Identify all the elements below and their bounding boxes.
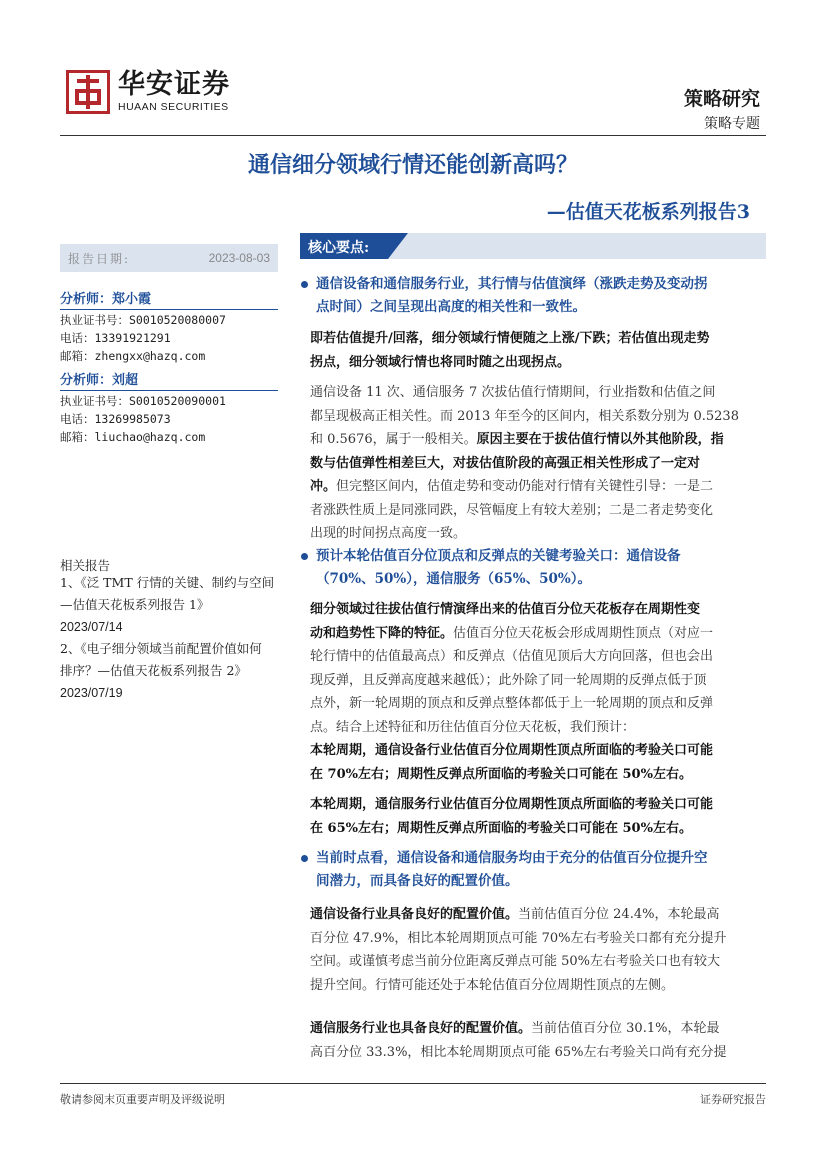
logo-english-name: HUAAN SECURITIES (118, 101, 229, 113)
analyst-email[interactable]: 邮箱：liuchao@hazq.com (60, 430, 206, 444)
analyst-phone: 电话：13391921291 (60, 331, 171, 345)
bullet-icon (301, 553, 308, 560)
core-points-banner (300, 233, 766, 259)
related-report-item[interactable]: 1、《泛 TMT 行情的关键、制约与空间 —估值天花板系列报告 1》 2023/07/14 (60, 575, 275, 634)
key-point-bullet: 通信设备和通信服务行业，其行情与估值演绎（涨跌走势及变动拐 点时间）之间呈现出高度的相关性和一致性。 (300, 273, 766, 319)
related-report-item[interactable]: 2、《电子细分领域当前配置价值如何 排序？—估值天花板系列报告 2》 2023/07/19 (60, 641, 262, 700)
paragraph: 本轮周期，通信服务行业估值百分位周期性顶点所面临的考验关口可能 在 65%左右；周期性反弹点所面临的考验关口可能在 50%左右。 (310, 797, 714, 836)
paragraph: 细分领域过往拔估值行情演绎出来的估值百分位天花板存在周期性变 动和趋势性下降的特征。估值百分位天花板会形成周期性顶点（对应一 轮行情中的估值最高点）和反弹点（估值见顶后大方向回落，但也会出 现反弹，且反弹高度越来越低）；此外除了同一轮周期的反弹点低于顶 点外，新一轮周期的顶点和反弹点整体都低于上一轮周期的顶点和反弹 点。结合上述特征和历往估值百分位天花板，我们预计： (310, 602, 714, 735)
paragraph: 本轮周期，通信设备行业估值百分位周期性顶点所面临的考验关口可能 在 70%左右；周期性反弹点所面临的考验关口可能在 50%左右。 (310, 743, 714, 782)
page-subtitle: —估值天花板系列报告3 (546, 201, 750, 223)
paragraph: 通信设备行业具备良好的配置价值。当前估值百分位 24.4%，本轮最高 百分位 47.9%，相比本轮周期顶点可能 70%左右考验关口都有充分提升 空间。或谨慎考虑当前分位距离反弹点可能 50%左右考验关口也有较大 提升空间。行情可能还处于本轮估值百分位周期性顶点的左侧。 (310, 907, 727, 993)
report-date-box (60, 244, 278, 272)
footer-disclaimer[interactable]: 敬请参阅末页重要声明及评级说明 (60, 1093, 225, 1106)
analyst-email[interactable]: 邮箱：zhengxx@hazq.com (60, 349, 206, 363)
analyst-heading: 分析师：郑小霞 (60, 288, 278, 310)
seal-icon (66, 70, 110, 114)
related-reports-heading: 相关报告 (60, 558, 111, 573)
footer-divider (60, 1083, 766, 1084)
page-title: 通信细分领域行情还能创新高吗？ (247, 152, 578, 178)
analyst-cert: 执业证书号：S0010520080007 (60, 313, 226, 327)
paragraph: 即若估值提升/回落，细分领域行情便随之上涨/下跌；若估值出现走势 拐点，细分领域行情也将同时随之出现拐点。 (310, 331, 710, 370)
report-type: 策略研究 (683, 88, 760, 110)
report-date-label: 报告日期: (68, 251, 131, 266)
key-point-bullet: 当前时点看，通信设备和通信服务均由于充分的估值百分位提升空 间潜力，而具备良好的配置价值。 (300, 847, 766, 893)
analyst-phone: 电话：13269985073 (60, 412, 171, 426)
footer-label: 证券研究报告 (700, 1093, 766, 1106)
analyst-heading: 分析师：刘超 (60, 369, 278, 391)
company-logo (66, 70, 230, 114)
analyst-cert: 执业证书号：S0010520090001 (60, 394, 226, 408)
bullet-icon (301, 855, 308, 862)
header-divider (60, 135, 766, 136)
key-point-bullet: 预计本轮估值百分位顶点和反弹点的关键考验关口：通信设备 （70%、50%），通信服务（65%、50%）。 (300, 545, 766, 591)
paragraph: 通信服务行业也具备良好的配置价值。当前估值百分位 30.1%，本轮最 高百分位 33.3%，相比本轮周期顶点可能 65%左右考验关口尚有充分提 (310, 1021, 727, 1060)
report-subtype: 策略专题 (704, 116, 760, 132)
logo-chinese-name: 华安证券 (118, 69, 230, 100)
core-points-label: 核心要点: (308, 240, 370, 256)
report-date-value: 2023-08-03 (208, 251, 270, 265)
paragraph: 通信设备 11 次、通信服务 7 次拔估值行情期间，行业指数和估值之间 都呈现极高正相关性。而 2013 年至今的区间内，相关系数分别为 0.5238 和 0.5676，属于一般相关。原因主要在于拔估值行情以外其他阶段，指 数与估值弹性相差巨大，对拔估值阶段的高强正相关性形成了一定对 冲。但完整区间内，估值走势和变动仍能对行情有关键性引导：一是二 者涨跌性质上是同涨同跌，尽管幅度上有较大差别；二是二者走势变化 出现的时间拐点高度一致。 (310, 385, 739, 541)
bullet-icon (301, 281, 308, 288)
